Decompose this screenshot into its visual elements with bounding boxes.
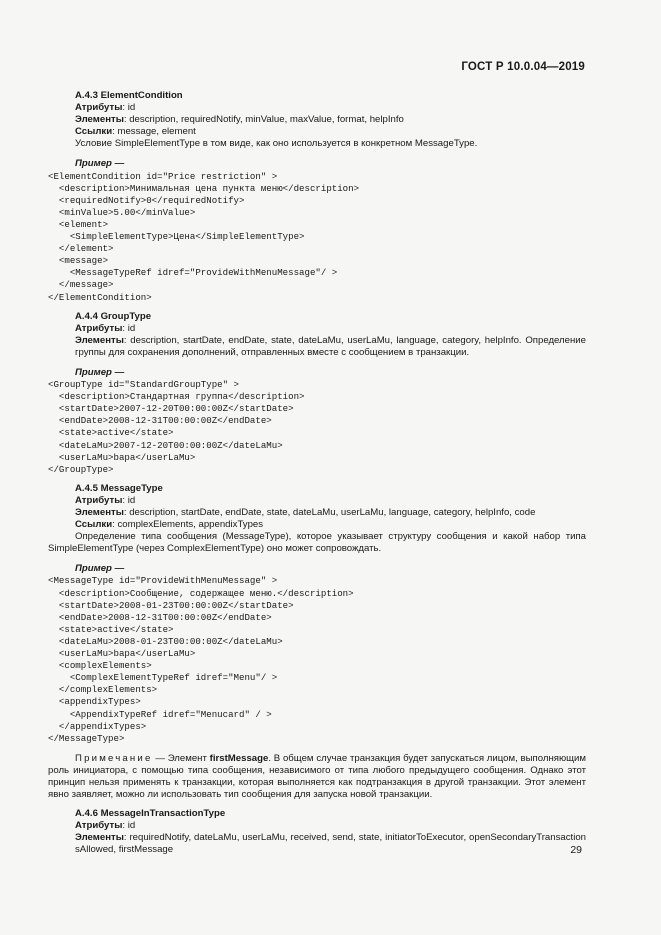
code-line: </message> [48,279,114,291]
example-label: Пример — [75,563,125,575]
code-line: <state>active</state> [48,623,174,635]
note-term: firstMessage [209,752,269,764]
section-a-4-3 [48,90,586,304]
attributes-value: : id [122,322,136,334]
attributes-line [48,102,586,114]
code-line: <MessageTypeRef idref="ProvideWithMenuMessage"/ > [48,267,338,279]
attributes-label: Атрибуты [75,494,123,506]
elements-label: Элементы [75,832,124,844]
note-label: Примечание [75,752,153,764]
code-line: <element> [48,218,109,230]
code-line: <dateLaMu>2008-01-23T00:00:00Z</dateLaMu> [48,635,283,647]
section-text: Определение типа сообщения (MessageType), которое указывает структуру сообщения и какой набор типа SimpleElementType (через ComplexElementType) оно может сопровождать. [48,531,586,555]
code-line: </element> [48,243,114,255]
standard-header: ГОСТ Р 10.0.04—2019 [461,61,585,73]
section-a-4-5 [48,483,586,801]
attributes-value: : id [122,494,136,506]
elements-line [48,832,586,856]
code-line: <ComplexElementTypeRef idref="Menu"/ > [48,672,278,684]
references-value: : complexElements, appendixTypes [112,519,264,531]
code-line: <SimpleElementType>Цена</SimpleElementType> [48,231,305,243]
code-line: <startDate>2008-01-23T00:00:00Z</startDate> [48,599,294,611]
elements-value: : description, requiredNotify, minValue, maxValue, format, helpInfo [123,114,404,126]
code-line: <description>Минимальная цена пункта меню</description> [48,182,360,194]
code-line: <complexElements> [48,660,152,672]
attributes-label: Атрибуты [75,102,123,114]
code-line: <GroupType id="StandardGroupType" > [48,379,239,391]
code-line: <requiredNotify>0</requiredNotify> [48,194,245,206]
note-text: . В общем случае транзакция будет запускаться лицом, выполняющим роль инициатора, с помощью типа сообщения, независимого от типа любого предыдущего сообщения. Однако этот принцип нельзя применять к транзакции, которая выполняется как подтранзакция в другой транзакции. Этот элемент явно заявляет, можно ли использовать тип сообщения для запуска новой транзакции. [48,752,586,801]
attributes-label: Атрибуты [75,322,123,334]
attributes-value: : id [122,820,136,832]
code-line: <message> [48,255,109,267]
code-line: </GroupType> [48,463,114,475]
attributes-line [48,820,586,832]
code-line: <minValue>5.00</minValue> [48,206,196,218]
elements-line [48,114,586,126]
elements-label: Элементы [75,334,124,346]
attributes-line [48,495,586,507]
section-heading: A.4.5 MessageType [75,482,163,494]
code-line: <userLaMu>bapa</userLaMu> [48,648,196,660]
elements-value: : description, startDate, endDate, state, dateLaMu, userLaMu, language, category, helpInfo, code [123,507,536,518]
attributes-value: : id [122,102,136,114]
section-text: Условие SimpleElementType в том виде, как оно используется в конкретном MessageType. [75,138,478,150]
section-heading: A.4.4 GroupType [75,310,152,322]
example-label: Пример — [75,366,125,378]
code-line: <description>Стандартная группа</description> [48,391,305,403]
elements-value: : description, startDate, endDate, state, dateLaMu, userLaMu, language, category, helpInfo. Определение группы для сохранения дополнений, отправленных вместе с сообщением в транзакции. [75,334,586,358]
code-line: </MessageType> [48,732,125,744]
code-line: <endDate>2008-12-31T00:00:00Z</endDate> [48,415,272,427]
section-a-4-4 [48,311,586,476]
code-line: <userLaMu>bapa</userLaMu> [48,451,196,463]
code-line: <startDate>2007-12-20T00:00:00Z</startDate> [48,403,294,415]
code-line: <endDate>2008-12-31T00:00:00Z</endDate> [48,611,272,623]
note-dash: — Элемент [152,752,210,764]
code-line: </appendixTypes> [48,720,147,732]
code-line: <state>active</state> [48,427,174,439]
code-example [48,171,586,304]
elements-label: Элементы [75,507,124,518]
page-number: 29 [570,844,582,856]
attributes-label: Атрибуты [75,820,123,832]
code-line: </ElementCondition> [48,291,152,303]
references-line [48,126,586,138]
references-value: : message, element [112,126,196,138]
note-paragraph [48,753,586,801]
elements-line [48,507,586,519]
attributes-line [48,323,586,335]
section-heading: A.4.6 MessageInTransactionType [75,808,226,820]
code-line: <dateLaMu>2007-12-20T00:00:00Z</dateLaMu> [48,439,283,451]
code-example [48,379,586,476]
references-line [48,519,586,531]
elements-line [48,335,586,359]
references-label: Ссылки [75,126,113,138]
code-line: <appendixTypes> [48,696,141,708]
code-example [48,575,586,744]
example-label: Пример — [75,158,125,170]
page-content [48,90,586,857]
code-line: <ElementCondition id="Price restriction" > [48,170,278,182]
section-a-4-6 [48,808,586,856]
code-line: <MessageType id="ProvideWithMenuMessage" > [48,575,278,587]
references-label: Ссылки [75,519,113,531]
elements-value: : requiredNotify, dateLaMu, userLaMu, received, send, state, initiatorToExecutor, openSecondaryTransactionsAllowed, firstMessage [75,832,586,856]
code-line: <AppendixTypeRef idref="Menucard" / > [48,708,272,720]
code-line: </complexElements> [48,684,158,696]
code-line: <description>Сообщение, содержащее меню.</description> [48,587,354,599]
elements-label: Элементы [75,114,124,126]
section-heading: A.4.3 ElementCondition [75,90,183,101]
